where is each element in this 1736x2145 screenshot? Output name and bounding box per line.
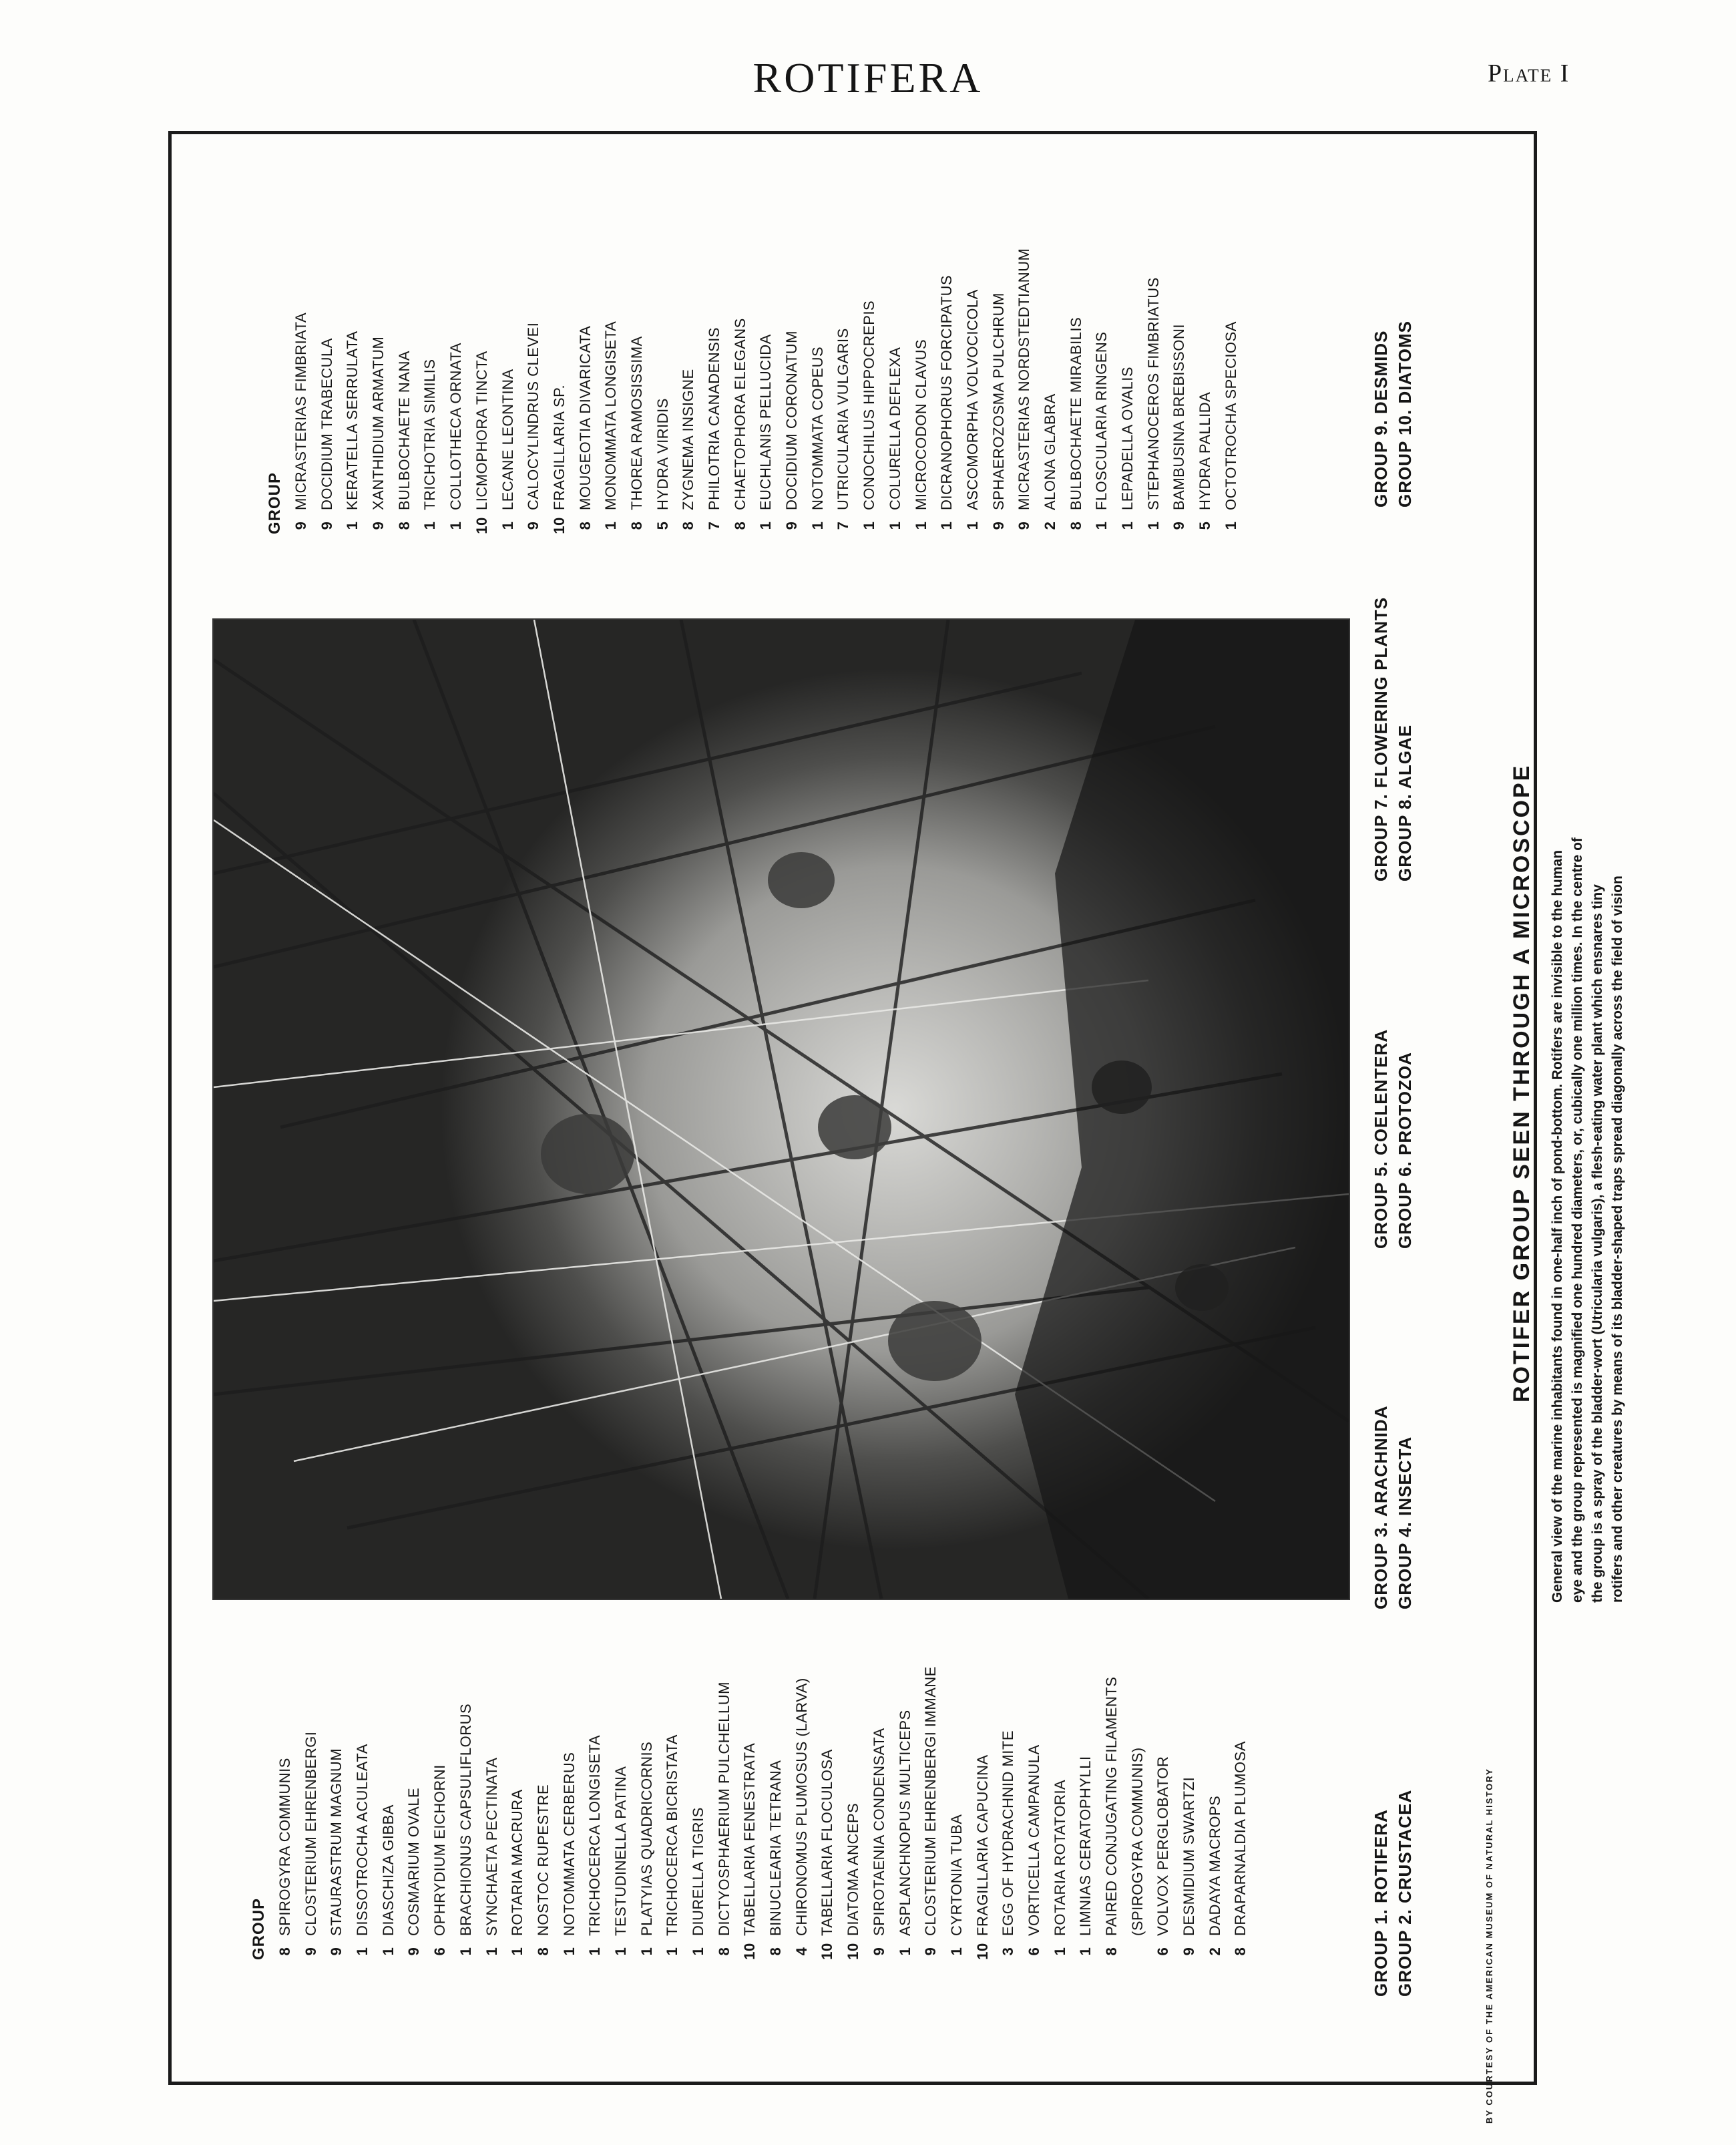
group-number: 1 — [421, 521, 439, 530]
specimen-name: COLLOTHECA ORNATA — [447, 343, 465, 510]
caption-line: rotifers and other creatures by means of its bladder-shaped traps spread diagonally across the field of vision — [1610, 875, 1625, 1603]
specimen-label — [1176, 1666, 1203, 1960]
specimen-label — [918, 1666, 944, 1960]
group-number: 1 — [1077, 1947, 1094, 1956]
specimen-label — [350, 1666, 376, 1960]
bottom-group-heading: GROUP — [250, 1897, 268, 1960]
diorama-photograph — [212, 618, 1350, 1600]
specimen-label — [676, 248, 702, 534]
specimen-label — [779, 248, 805, 534]
credit-line: BY COURTESY OF THE AMERICAN MUSEUM OF NATURAL HISTORY — [1484, 1768, 1494, 2124]
legend-col-4 — [1369, 508, 1417, 882]
group-number: 10 — [973, 1943, 991, 1960]
group-number: 9 — [1180, 1947, 1198, 1956]
specimen-name: CLOSTERIUM EHRENBERGI IMMANE — [922, 1666, 939, 1936]
specimen-name: DOCIDIUM TRABECULA — [318, 338, 335, 510]
specimen-name: TRICHOCERCA BICRISTATA — [664, 1734, 681, 1936]
group-number: 1 — [757, 521, 775, 530]
caption-line: the group is a spray of the bladder-wort (Utricularia vulgaris), a flesh-eating water plant which ensnares tiny — [1590, 884, 1605, 1603]
specimen-label — [996, 1666, 1022, 1960]
specimen-label — [505, 1666, 531, 1960]
specimen-name: EGG OF HYDRACHNID MITE — [1000, 1730, 1017, 1936]
legend-item: GROUP 3. ARACHNIDA — [1371, 1405, 1391, 1609]
page-title: ROTIFERA — [752, 54, 984, 102]
specimen-name: STEPHANOCEROS FIMBRIATUS — [1144, 277, 1162, 510]
specimen-name: CYRTONIA TUBA — [947, 1814, 965, 1936]
group-number: 1 — [509, 1947, 526, 1956]
specimen-name: CLOSTERIUM EHRENBERGI — [302, 1731, 319, 1936]
group-number: 9 — [990, 521, 1007, 530]
specimen-label — [608, 1666, 634, 1960]
group-number: 8 — [1232, 1947, 1249, 1956]
group-number: 6 — [1025, 1947, 1042, 1956]
specimen-name: ZYGNEMA INSIGNE — [680, 369, 697, 510]
group-number: 6 — [1154, 1947, 1172, 1956]
group-number: 1 — [664, 1947, 681, 1956]
specimen-name: BRACHIONUS CAPSULIFLORUS — [457, 1703, 474, 1936]
specimen-label — [728, 248, 754, 534]
specimen-name: TABELLARIA FLOCULOSA — [819, 1749, 836, 1936]
specimen-label — [883, 248, 909, 534]
group-number: 1 — [379, 1947, 397, 1956]
specimen-label — [521, 248, 547, 534]
specimen-name: DADAYA MACROPS — [1206, 1795, 1223, 1936]
group-number: 1 — [1093, 521, 1110, 530]
specimen-label — [867, 1666, 893, 1960]
legend-item: GROUP 8. ALGAE — [1395, 724, 1415, 882]
caption-body — [1548, 837, 1628, 1603]
specimen-name: MONOMMATA LONGISETA — [602, 321, 620, 510]
group-number: 8 — [731, 521, 748, 530]
specimen-name: PHILOTRIA CANADENSIS — [706, 327, 722, 510]
specimen-name: LEPADELLA OVALIS — [1119, 366, 1136, 510]
group-number: 4 — [793, 1947, 810, 1956]
specimen-label — [1150, 1666, 1176, 1960]
specimen-label — [453, 1666, 479, 1960]
specimen-name: NOTOMMATA COPEUS — [809, 346, 826, 510]
specimen-name: ALONA GLABRA — [1041, 393, 1058, 510]
specimen-label — [531, 1666, 557, 1960]
specimen-label — [1012, 248, 1038, 534]
specimen-name: FLOSCULARIA RINGENS — [1093, 331, 1110, 510]
specimen-label — [624, 248, 650, 534]
specimen-name: NOSTOC RUPESTRE — [534, 1784, 552, 1936]
specimen-label — [582, 1666, 608, 1960]
group-number: 1 — [483, 1947, 500, 1956]
specimen-label — [298, 1666, 324, 1960]
group-number: 8 — [1103, 1947, 1120, 1956]
specimen-name: BINUCLEARIA TETRANA — [767, 1760, 785, 1936]
specimen-label — [1219, 248, 1245, 534]
specimen-label — [960, 248, 986, 534]
group-number: 1 — [1144, 521, 1162, 530]
legend-col-1 — [1369, 1609, 1417, 1997]
specimen-label — [805, 248, 831, 534]
group-number: 9 — [783, 521, 801, 530]
specimen-label — [288, 248, 314, 534]
specimen-label — [340, 248, 366, 534]
specimen-name: ROTARIA MACRURA — [509, 1789, 526, 1936]
specimen-name: BULBOCHAETE MIRABILIS — [1067, 317, 1084, 510]
group-number: 2 — [1206, 1947, 1223, 1956]
group-number: 5 — [654, 521, 671, 530]
specimen-name: COLURELLA DEFLEXA — [886, 347, 903, 510]
specimen-label — [1089, 248, 1115, 534]
specimen-name: OCTOTROCHA SPECIOSA — [1222, 321, 1239, 510]
group-number: 8 — [628, 521, 645, 530]
specimen-label — [324, 1666, 350, 1960]
specimen-name: CHAETOPHORA ELEGANS — [731, 318, 748, 510]
group-number: 9 — [870, 1947, 887, 1956]
specimen-name: KERATELLA SERRULATA — [344, 331, 361, 510]
top-label-list — [266, 248, 1244, 534]
specimen-name: MOUGEOTIA DIVARICATA — [576, 325, 594, 510]
specimen-label — [737, 1666, 763, 1960]
specimen-label — [753, 248, 779, 534]
specimen-label — [417, 248, 443, 534]
specimen-label — [815, 1666, 841, 1960]
specimen-label — [634, 1666, 660, 1960]
group-number: 1 — [963, 521, 981, 530]
specimen-name: MICRASTERIAS FIMBRIATA — [292, 312, 309, 510]
group-number: 9 — [1170, 521, 1188, 530]
specimen-label — [1038, 248, 1064, 534]
specimen-name: DISSOTROCHA ACULEATA — [354, 1744, 371, 1936]
specimen-name: CONOCHILUS HIPPOCREPIS — [861, 300, 878, 510]
legend-col-3 — [1369, 882, 1417, 1249]
specimen-name: BAMBUSINA BREBISSONI — [1170, 324, 1188, 510]
specimen-name: DIATOMA ANCEPS — [845, 1802, 862, 1936]
group-number: 8 — [1067, 521, 1084, 530]
specimen-label — [366, 248, 392, 534]
group-number: 1 — [809, 521, 826, 530]
specimen-label — [763, 1666, 789, 1960]
specimen-name: DRAPARNALDIA PLUMOSA — [1232, 1740, 1249, 1936]
specimen-label — [934, 248, 960, 534]
group-number: 9 — [525, 521, 542, 530]
group-number: 7 — [706, 521, 722, 530]
group-number: 1 — [947, 1947, 965, 1956]
specimen-label — [1115, 248, 1141, 534]
specimen-label — [1073, 1666, 1099, 1960]
specimen-label — [376, 1666, 402, 1960]
specimen-name: LIMNIAS CERATOPHYLLI — [1077, 1756, 1094, 1936]
group-number: 1 — [447, 521, 465, 530]
specimen-name: CALOCYLINDRUS CLEVEI — [525, 322, 542, 510]
specimen-name: DOCIDIUM CORONATUM — [783, 331, 801, 510]
specimen-label — [712, 1666, 738, 1960]
specimen-name: PLATYIAS QUADRICORNIS — [638, 1741, 655, 1936]
specimen-label — [660, 1666, 686, 1960]
caption-title: ROTIFER GROUP SEEN THROUGH A MICROSCOPE — [1509, 763, 1534, 1402]
legend-item: GROUP 6. PROTOZOA — [1395, 1052, 1415, 1249]
group-number: 10 — [819, 1943, 836, 1960]
group-number: 10 — [741, 1943, 758, 1960]
specimen-label — [909, 248, 935, 534]
specimen-label — [857, 248, 883, 534]
group-number: 9 — [292, 521, 309, 530]
specimen-label — [272, 1666, 298, 1960]
group-number: 1 — [938, 521, 955, 530]
specimen-name: FRAGILLARIA CAPUCINA — [973, 1754, 991, 1936]
group-number: 5 — [1197, 521, 1214, 530]
group-number: 1 — [861, 521, 878, 530]
specimen-label — [970, 1666, 996, 1960]
group-number: 9 — [370, 521, 387, 530]
legend-col-2 — [1369, 1249, 1417, 1609]
group-number: 1 — [1119, 521, 1136, 530]
legend-item: GROUP 4. INSECTA — [1395, 1436, 1415, 1609]
specimen-name: HYDRA PALLIDA — [1197, 391, 1214, 510]
specimen-label — [1166, 248, 1192, 534]
specimen-label — [831, 248, 857, 534]
group-number: 8 — [276, 1947, 293, 1956]
specimen-label — [1125, 1666, 1151, 1960]
group-number: 1 — [638, 1947, 655, 1956]
specimen-name: EUCHLANIS PELLUCIDA — [757, 334, 775, 510]
specimen-name: DICRANOPHORUS FORCIPATUS — [938, 274, 955, 510]
specimen-label — [1192, 248, 1219, 534]
specimen-name: SYNCHAETA PECTINATA — [483, 1757, 500, 1936]
specimen-name: FRAGILLARIA SP. — [550, 384, 568, 510]
specimen-name: VOLVOX PERGLOBATOR — [1154, 1756, 1172, 1936]
specimen-label — [789, 1666, 815, 1960]
specimen-name: UTRICULARIA VULGARIS — [835, 328, 852, 510]
group-number: 1 — [499, 521, 516, 530]
group-number: 1 — [896, 1947, 913, 1956]
specimen-name: TRICHOTRIA SIMILIS — [421, 359, 439, 510]
specimen-label — [479, 1666, 505, 1960]
specimen-name: ASPLANCHNOPUS MULTICEPS — [896, 1710, 913, 1936]
specimen-name: SPIROGYRA COMMUNIS — [276, 1758, 293, 1936]
specimen-name: DESMIDIUM SWARTZI — [1180, 1776, 1198, 1936]
specimen-name: CHIRONOMUS PLUMOSUS (LARVA) — [793, 1678, 810, 1936]
legend-item: GROUP 10. DIATOMS — [1395, 321, 1415, 508]
legend-item: GROUP 5. COELENTERA — [1371, 1028, 1391, 1249]
group-number: 9 — [318, 521, 335, 530]
specimen-label — [443, 248, 469, 534]
specimen-label — [557, 1666, 583, 1960]
group-number: 1 — [354, 1947, 371, 1956]
group-number: 9 — [328, 1947, 345, 1956]
specimen-label — [401, 1666, 427, 1960]
specimen-label — [573, 248, 599, 534]
group-number: 8 — [395, 521, 413, 530]
group-number: 10 — [473, 517, 490, 534]
specimen-name: LICMOPHORA TINCTA — [473, 351, 490, 510]
group-number: 1 — [690, 1947, 706, 1956]
group-number: 1 — [457, 1947, 474, 1956]
group-number: 9 — [922, 1947, 939, 1956]
specimen-label — [1141, 248, 1167, 534]
specimen-label — [469, 248, 495, 534]
legend-item: GROUP 2. CRUSTACEA — [1395, 1789, 1415, 1997]
group-number: 9 — [405, 1947, 423, 1956]
specimen-label — [1099, 1666, 1125, 1960]
specimen-name: OPHRYDIUM EICHORNI — [431, 1764, 449, 1936]
group-number: 8 — [534, 1947, 552, 1956]
specimen-label — [686, 1666, 712, 1960]
specimen-label — [893, 1666, 919, 1960]
specimen-name: DIURELLA TIGRIS — [690, 1807, 706, 1936]
specimen-label — [986, 248, 1012, 534]
specimen-label — [1064, 248, 1090, 534]
specimen-label — [650, 248, 676, 534]
specimen-name: STAURASTRUM MAGNUM — [328, 1748, 345, 1936]
specimen-name: MICROCODON CLAVUS — [912, 339, 929, 510]
group-number: 1 — [912, 521, 929, 530]
bottom-label-list — [250, 1666, 1254, 1960]
specimen-label — [944, 1666, 970, 1960]
caption-line: eye and the group represented is magnified one hundred diameters, or, cubically one million times. In the centre of — [1570, 837, 1585, 1603]
specimen-label — [598, 248, 624, 534]
specimen-label — [1203, 1666, 1229, 1960]
specimen-label — [547, 248, 573, 534]
specimen-label — [1022, 1666, 1048, 1960]
specimen-name: ROTARIA ROTATORIA — [1051, 1779, 1068, 1936]
specimen-name: NOTOMMATA CERBERUS — [560, 1752, 578, 1936]
caption-line: General view of the marine inhabitants found in one-half inch of pond-bottom. Rotifers are invisible to the human — [1550, 849, 1565, 1603]
specimen-label — [702, 248, 728, 534]
specimen-label — [1228, 1666, 1254, 1960]
group-number: 6 — [431, 1947, 449, 1956]
group-number: 1 — [886, 521, 903, 530]
specimen-name: SPHAEROZOSMA PULCHRUM — [990, 292, 1007, 510]
legend-item: GROUP 9. DESMIDS — [1371, 330, 1391, 508]
specimen-name: COSMARIUM OVALE — [405, 1787, 423, 1936]
legend-item: GROUP 1. ROTIFERA — [1371, 1809, 1391, 1997]
group-number: 7 — [835, 521, 852, 530]
specimen-name: ASCOMORPHA VOLVOCICOLA — [963, 289, 981, 510]
specimen-name: THOREA RAMOSISSIMA — [628, 336, 645, 510]
group-number: 1 — [602, 521, 620, 530]
specimen-name: VORTICELLA CAMPANULA — [1025, 1744, 1042, 1936]
specimen-label — [495, 248, 521, 534]
specimen-name: XANTHIDIUM ARMATUM — [370, 336, 387, 510]
top-group-heading: GROUP — [266, 471, 284, 534]
specimen-label — [314, 248, 341, 534]
plate-number: Plate I — [1488, 59, 1570, 87]
specimen-name: DICTYOSPHAERIUM PULCHELLUM — [715, 1682, 732, 1936]
group-number: 1 — [612, 1947, 629, 1956]
group-number: 9 — [302, 1947, 319, 1956]
group-number: 1 — [1222, 521, 1239, 530]
specimen-label — [841, 1666, 867, 1960]
group-number: 10 — [845, 1943, 862, 1960]
specimen-name: TABELLARIA FENESTRATA — [741, 1742, 758, 1936]
group-number: 8 — [680, 521, 697, 530]
specimen-name: MICRASTERIAS NORDSTEDTIANUM — [1016, 248, 1033, 510]
legend-col-5 — [1369, 267, 1417, 508]
legend-item: GROUP 7. FLOWERING PLANTS — [1371, 596, 1391, 882]
specimen-name: (SPIROGYRA COMMUNIS) — [1128, 1747, 1146, 1936]
specimen-name: HYDRA VIRIDIS — [654, 398, 671, 510]
specimen-name: LECANE LEONTINA — [499, 369, 516, 510]
group-number: 9 — [1016, 521, 1033, 530]
group-number: 3 — [1000, 1947, 1017, 1956]
group-number: 8 — [715, 1947, 732, 1956]
specimen-label — [1048, 1666, 1074, 1960]
specimen-name: TESTUDINELLA PATINA — [612, 1766, 629, 1936]
group-number: 1 — [344, 521, 361, 530]
diorama-photo-art — [214, 620, 1349, 1599]
specimen-name: PAIRED CONJUGATING FILAMENTS — [1103, 1676, 1120, 1936]
specimen-name: BULBOCHAETE NANA — [395, 350, 413, 510]
group-number: 8 — [576, 521, 594, 530]
group-number: 1 — [560, 1947, 578, 1956]
specimen-label — [427, 1666, 453, 1960]
group-number: 1 — [1051, 1947, 1068, 1956]
specimen-name: TRICHOCERCA LONGISETA — [586, 1734, 604, 1936]
group-number: 10 — [550, 517, 568, 534]
specimen-label — [392, 248, 418, 534]
group-legend — [1369, 267, 1417, 1997]
group-number: 2 — [1041, 521, 1058, 530]
group-number: 8 — [767, 1947, 785, 1956]
group-number: 1 — [586, 1947, 604, 1956]
specimen-name: DIASCHIZA GIBBA — [379, 1804, 397, 1936]
specimen-name: SPIROTAENIA CONDENSATA — [870, 1728, 887, 1936]
